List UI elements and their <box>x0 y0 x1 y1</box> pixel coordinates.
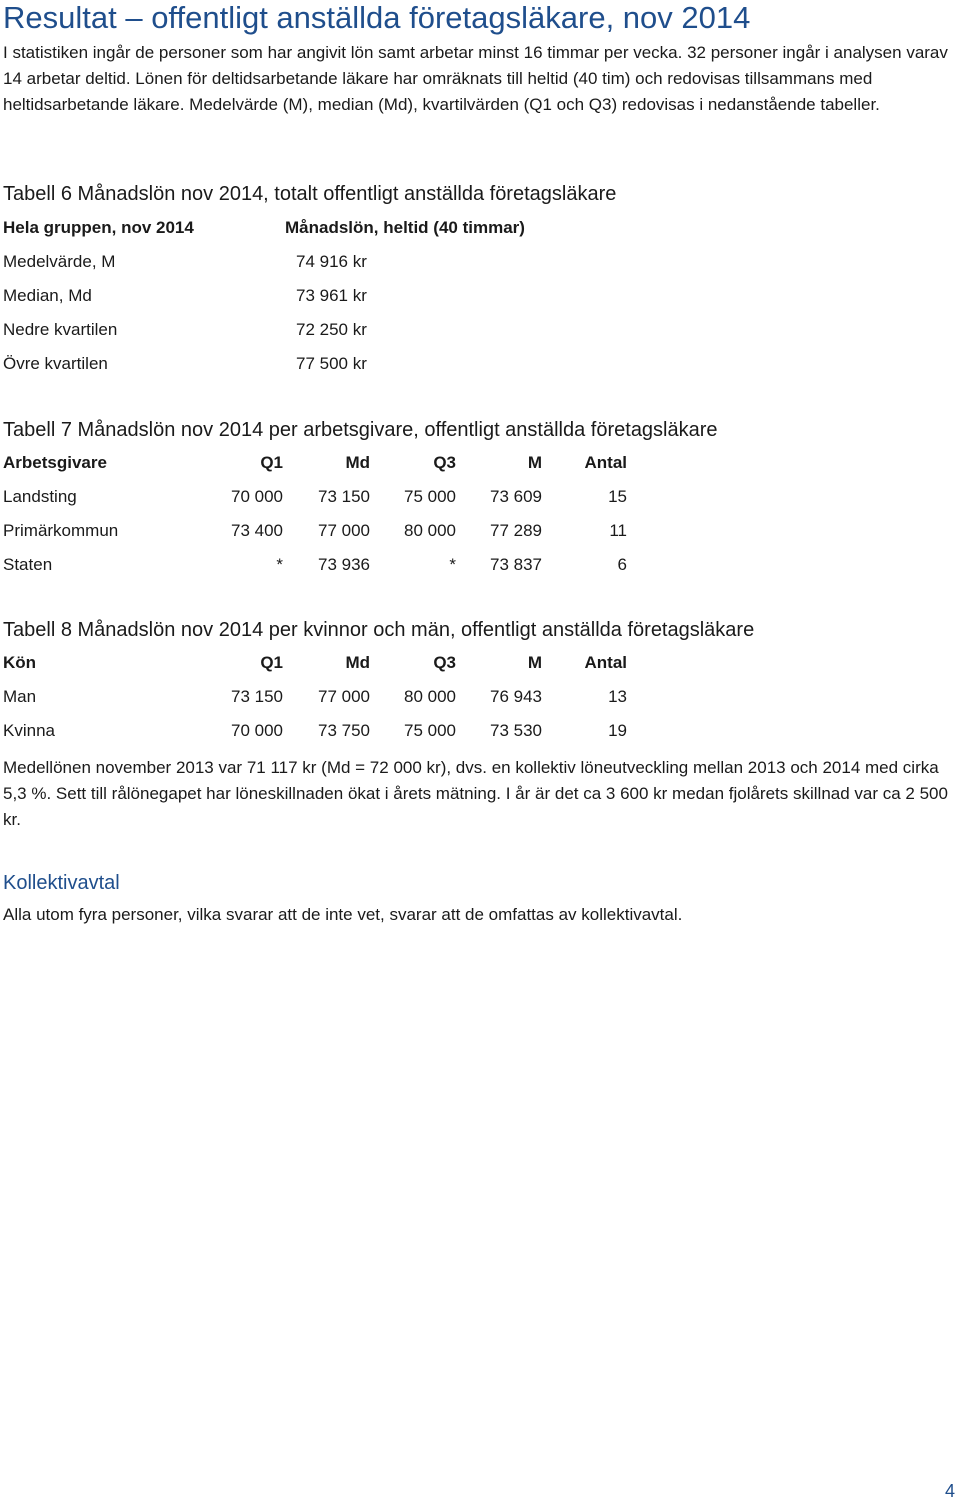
table-8-m: 73 530 <box>490 721 542 740</box>
table-8-q3: 75 000 <box>404 721 456 740</box>
comment-paragraph: Medellönen november 2013 var 71 117 kr (Md = 72 000 kr), dvs. en kollektiv löneutveckling mellan 2013 och 2014 med cirka 5,3 %. Sett till rålönegapet har löneskillnaden ökat i årets mätning. I år är det ca 3 600 kr medan fjolårets skillnad var ca 2 500 kr. <box>3 758 948 829</box>
table-8-gender: Man <box>3 687 37 706</box>
table-7-count: 15 <box>608 487 627 506</box>
table-6-label: Nedre kvartilen <box>3 320 118 339</box>
table-6-value: 72 250 kr <box>296 320 367 339</box>
page-title: Resultat – offentligt anställda företagsläkare, nov 2014 <box>3 0 751 35</box>
table-6-title: Tabell 6 Månadslön nov 2014, totalt offentligt anställda företagsläkare <box>3 183 617 205</box>
table-6-header-salary: Månadslön, heltid (40 timmar) <box>285 218 525 237</box>
table-7-count: 6 <box>617 555 627 574</box>
table-7-md: 73 936 <box>318 555 370 574</box>
table-7-header-md: Md <box>345 453 370 472</box>
table-6-value: 77 500 kr <box>296 354 367 373</box>
kollektivavtal-paragraph: Alla utom fyra personer, vilka svarar att de inte vet, svarar att de omfattas av kollektivavtal. <box>3 905 683 924</box>
table-8-count: 19 <box>608 721 627 740</box>
table-7-m: 77 289 <box>490 521 542 540</box>
table-6-label: Medelvärde, M <box>3 252 116 271</box>
table-7-m: 73 837 <box>490 555 542 574</box>
table-8-gender: Kvinna <box>3 721 55 740</box>
table-8-count: 13 <box>608 687 627 706</box>
table-8-md: 73 750 <box>318 721 370 740</box>
intro-paragraph: I statistiken ingår de personer som har angivit lön samt arbetar minst 16 timmar per vecka. 32 personer ingår i analysen varav 14 arbetar deltid. Lönen för deltidsarbetande läkare har omräknats till heltid (40 tim) och redovisas tillsammans med heltidsarbetande läkare. Medelvärde (M), median (Md), kvartilvärden (Q1 och Q3) redovisas i nedanstående tabeller. <box>3 43 948 114</box>
table-6-label: Övre kvartilen <box>3 354 108 373</box>
table-8-md: 77 000 <box>318 687 370 706</box>
table-7-q1: * <box>276 555 283 574</box>
table-8-header-q3: Q3 <box>433 653 456 672</box>
table-6-value: 73 961 kr <box>296 286 367 305</box>
table-8-q1: 70 000 <box>231 721 283 740</box>
table-7-q3: 80 000 <box>404 521 456 540</box>
table-7-header-employer: Arbetsgivare <box>3 453 107 472</box>
table-7-count: 11 <box>609 521 627 540</box>
table-7-employer: Staten <box>3 555 53 574</box>
table-7-header-q3: Q3 <box>433 453 456 472</box>
table-7-m: 73 609 <box>490 487 542 506</box>
table-7-md: 73 150 <box>318 487 370 506</box>
table-7-header-count: Antal <box>584 453 627 472</box>
table-7-md: 77 000 <box>318 521 370 540</box>
table-6-header-group: Hela gruppen, nov 2014 <box>3 218 194 237</box>
table-8-header-count: Antal <box>584 653 627 672</box>
page-number: 4 <box>945 1481 956 1501</box>
table-8-header-md: Md <box>345 653 370 672</box>
table-7-q1: 70 000 <box>231 487 283 506</box>
table-7-header-q1: Q1 <box>260 453 283 472</box>
table-7-q1: 73 400 <box>231 521 283 540</box>
table-8-header-q1: Q1 <box>260 653 283 672</box>
table-7-q3: * <box>449 555 456 574</box>
table-7-employer: Landsting <box>3 487 77 506</box>
table-6-value: 74 916 kr <box>296 252 367 271</box>
table-8-title: Tabell 8 Månadslön nov 2014 per kvinnor och män, offentligt anställda företagsläkare <box>3 619 755 641</box>
table-7-q3: 75 000 <box>404 487 456 506</box>
table-7-header-m: M <box>527 453 542 472</box>
table-7-title: Tabell 7 Månadslön nov 2014 per arbetsgivare, offentligt anställda företagsläkare <box>3 419 718 441</box>
table-8-q1: 73 150 <box>231 687 283 706</box>
table-8-header-gender: Kön <box>3 653 37 672</box>
table-7-employer: Primärkommun <box>3 521 119 540</box>
table-8-m: 76 943 <box>490 687 542 706</box>
table-8-q3: 80 000 <box>404 687 456 706</box>
section-heading-kollektivavtal: Kollektivavtal <box>3 872 120 894</box>
table-6-label: Median, Md <box>3 286 92 305</box>
table-8-header-m: M <box>527 653 542 672</box>
